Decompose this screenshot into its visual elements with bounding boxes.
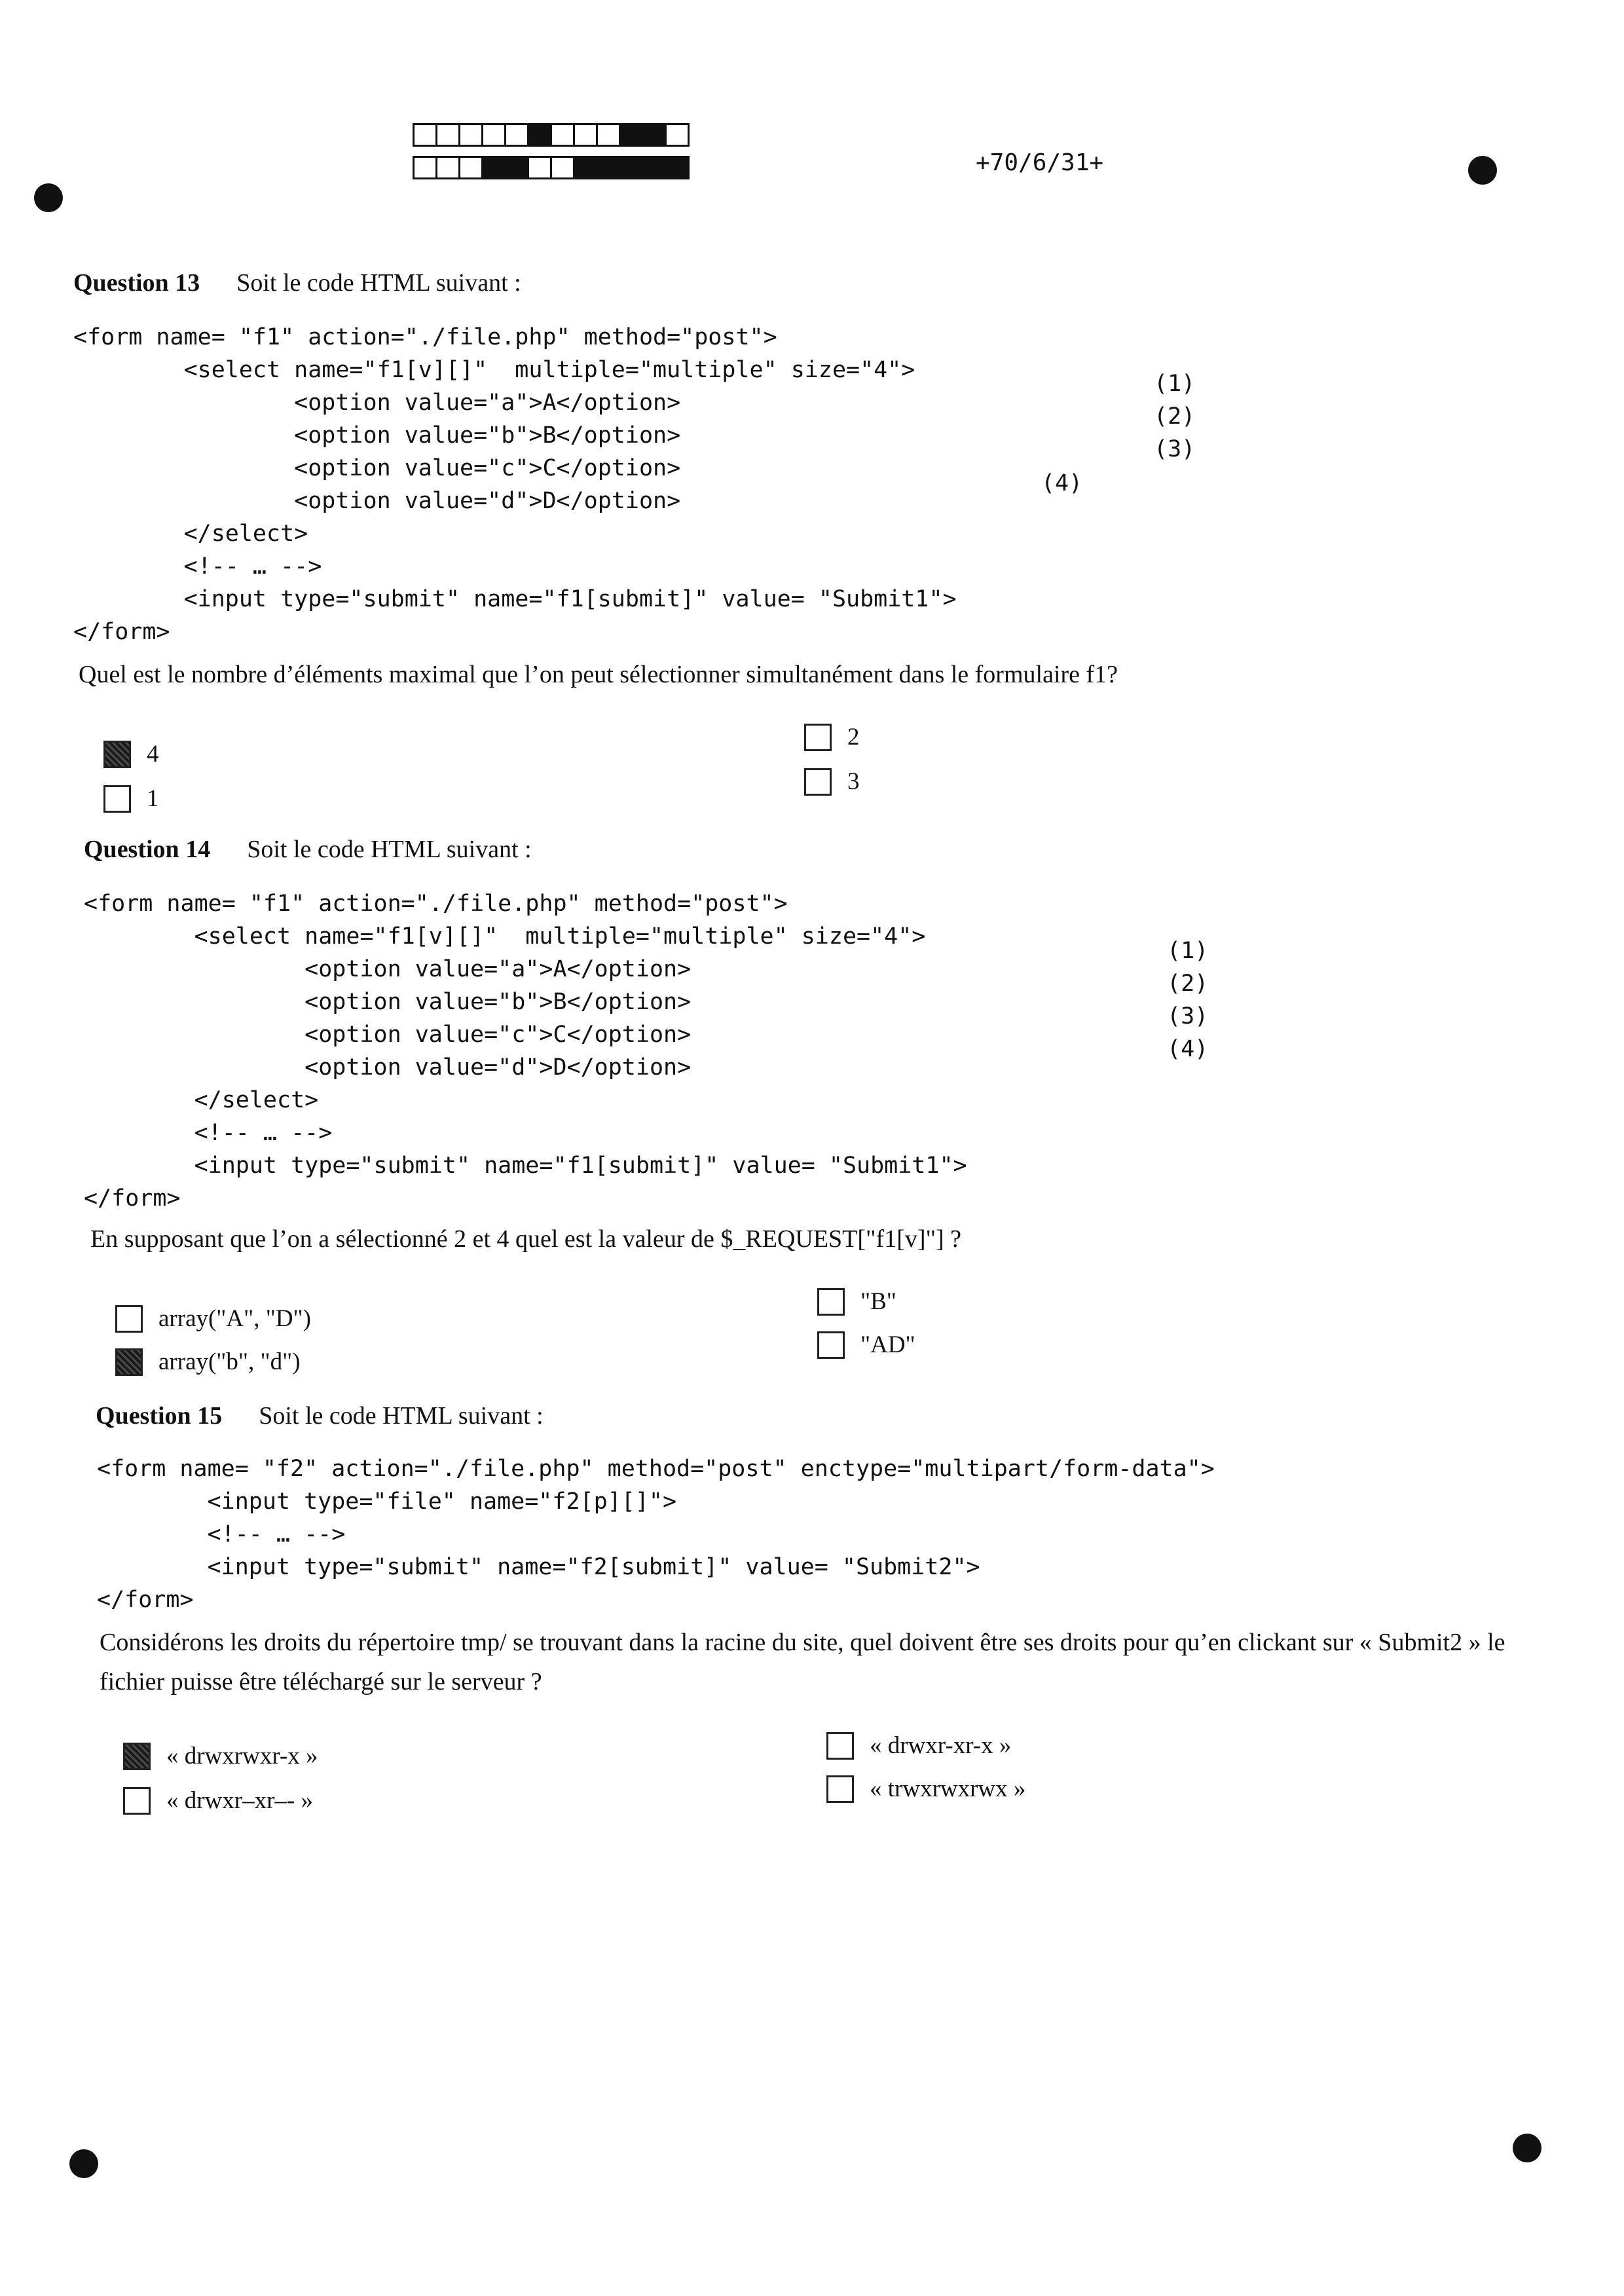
checkbox[interactable] [103,741,131,768]
q15-choice-2[interactable] [123,1787,313,1815]
code-line: </form> [97,1587,194,1613]
q13-choice-2[interactable] [103,785,159,813]
code-line: <option value="a">A</option> [73,390,681,416]
choice-label: 3 [847,768,860,795]
code-line: <input type="file" name="f2[p][]"> [97,1489,677,1515]
choice-label: 4 [147,741,159,768]
q13-intro: Soit le code HTML suivant : [236,269,521,297]
code-line: <option value="b">B</option> [73,422,681,449]
checkbox[interactable] [115,1348,143,1376]
q13-number: Question 13 [73,269,200,297]
code-line: <input type="submit" name="f1[submit]" value= "Submit1"> [84,1153,967,1179]
q14-choice-3[interactable] [817,1287,896,1316]
choice-label: array("b", "d") [158,1348,301,1375]
checkbox[interactable] [817,1288,845,1316]
q14-number: Question 14 [84,836,211,863]
q13-prompt: Quel est le nombre d’éléments maximal que l’on peut sélectionner simultanément dans le formulaire f1? [79,661,1118,688]
q14-choice-1[interactable] [115,1305,311,1333]
checkbox[interactable] [123,1743,151,1770]
code-line: <input type="submit" name="f2[submit]" value= "Submit2"> [97,1554,980,1580]
code-line: <select name="f1[v][]" multiple="multiple" size="4"> [84,923,926,950]
q13-code-block [73,321,957,648]
code-line: <option value="c">C</option> [73,455,681,481]
code-line: <option value="b">B</option> [84,989,692,1015]
q14-annotation-3: (3) [1167,1003,1209,1029]
q14-prompt: En supposant que l’on a sélectionné 2 et 4 quel est la valeur de $_REQUEST["f1[v]"] ? [90,1225,962,1253]
q15-choice-4[interactable] [826,1775,1025,1803]
code-line: </form> [73,619,170,645]
code-line: <input type="submit" name="f1[submit]" value= "Submit1"> [73,586,957,612]
q15-code-block [97,1453,1215,1616]
choice-label: array("A", "D") [158,1305,311,1332]
q14-code-block [84,887,967,1215]
q15-prompt: Considérons les droits du répertoire tmp/ se trouvant dans la racine du site, quel doivent être ses droits pour qu’en clickant sur « Submit2 » le fichier puisse être téléchargé sur le serveur ? [100,1629,1505,1695]
q15-header [96,1401,544,1430]
choice-label: « trwxrwxrwx » [870,1775,1026,1802]
checkbox[interactable] [826,1775,854,1803]
choice-label: "AD" [860,1331,915,1358]
code-line: <!-- … --> [97,1521,346,1547]
code-line: <select name="f1[v][]" multiple="multiple" size="4"> [73,357,915,383]
q14-annotation-4: (4) [1167,1036,1209,1062]
q14-annotation-2: (2) [1167,971,1209,997]
q13-annotation-1: (1) [1154,371,1196,397]
code-line: <form name= "f2" action="./file.php" method="post" enctype="multipart/form-data"> [97,1456,1215,1482]
q15-choice-3[interactable] [826,1731,1011,1760]
checkbox[interactable] [123,1787,151,1815]
code-line: <option value="d">D</option> [73,488,681,514]
page-id: +70/6/31+ [976,149,1104,176]
code-line: <option value="d">D</option> [84,1054,692,1081]
code-line: </select> [73,521,308,547]
choice-label: 2 [847,724,860,750]
barcode-top [413,123,688,147]
checkbox[interactable] [115,1305,143,1333]
registration-mark-top-right [1468,156,1497,185]
choice-label: « drwxr-xr-x » [870,1732,1012,1759]
choice-label: "B" [860,1288,896,1315]
code-line: <form name= "f1" action="./file.php" method="post"> [73,324,777,350]
code-line: <form name= "f1" action="./file.php" method="post"> [84,891,788,917]
registration-mark-top-left [34,183,63,212]
q13-annotation-3: (3) [1154,436,1196,462]
q13-choice-3[interactable] [804,723,860,751]
choice-label: 1 [147,785,159,812]
q14-choice-2[interactable] [115,1348,301,1376]
code-line: <option value="c">C</option> [84,1022,692,1048]
code-line: </form> [84,1185,181,1212]
q15-number: Question 15 [96,1402,223,1430]
q15-choice-1[interactable] [123,1742,318,1770]
q13-choice-1[interactable] [103,740,159,768]
code-line: <!-- … --> [73,553,322,580]
barcode-bottom [413,156,688,179]
q14-header [84,835,532,864]
q14-annotation-1: (1) [1167,938,1209,964]
choice-label: « drwxr–xr–- » [166,1787,314,1814]
q14-intro: Soit le code HTML suivant : [247,836,532,863]
q13-annotation-4: (4) [1041,470,1083,496]
code-line: <option value="a">A</option> [84,956,692,982]
q15-intro: Soit le code HTML suivant : [259,1402,544,1430]
q13-annotation-2: (2) [1154,403,1196,430]
checkbox[interactable] [826,1732,854,1760]
registration-mark-bottom-left [69,2149,98,2178]
checkbox[interactable] [804,724,832,751]
q13-choice-4[interactable] [804,768,860,796]
checkbox[interactable] [817,1331,845,1359]
code-line: </select> [84,1087,319,1113]
code-line: <!-- … --> [84,1120,333,1146]
q13-header [73,268,521,297]
q14-choice-4[interactable] [817,1331,915,1359]
checkbox[interactable] [804,768,832,796]
checkbox[interactable] [103,785,131,813]
registration-mark-bottom-right [1513,2134,1541,2162]
choice-label: « drwxrwxr-x » [166,1743,318,1769]
